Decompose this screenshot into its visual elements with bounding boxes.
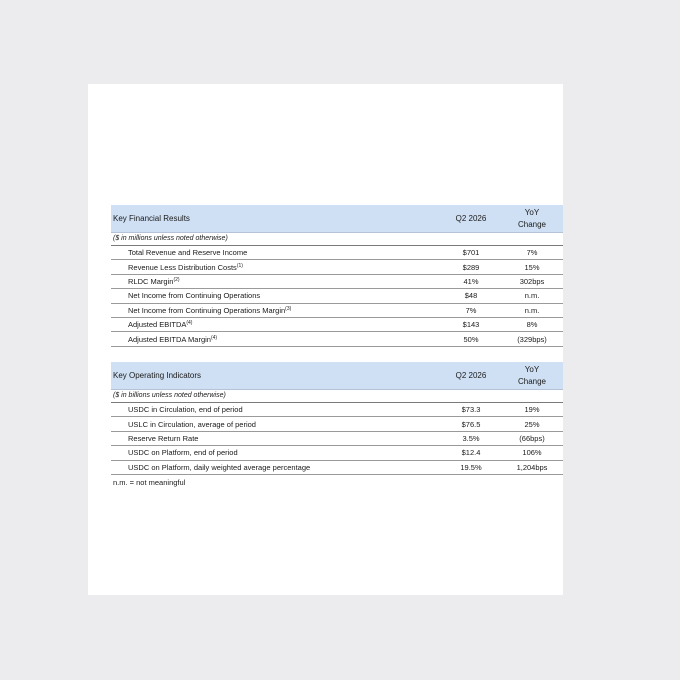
change-column-header: YoY Change [517,364,547,386]
row-change: 19% [524,405,540,415]
row-change: 15% [524,262,540,272]
table-row [111,304,563,318]
row-value: 7% [465,305,477,315]
period-column-header: Q2 2026 [455,371,487,380]
row-change: 106% [522,448,542,458]
table-header [111,362,563,390]
change-column-header: YoY Change [517,207,547,229]
row-value: $73.3 [461,405,481,415]
table-row [111,461,563,475]
row-label: Total Revenue and Reserve Income [128,248,248,258]
row-value: $76.5 [461,419,481,429]
row-change: n.m. [524,291,540,301]
key-operating-indicators-table [111,362,563,487]
row-value: $289 [462,262,480,272]
row-value: $12.4 [461,448,481,458]
row-label: USDC on Platform, end of period [128,448,238,458]
table-row [111,417,563,431]
row-label: Revenue Less Distribution Costs$^{(1)}$ [128,262,243,272]
period-column-header: Q2 2026 [455,214,487,223]
row-label: Adjusted EBITDA Margin$^{(4)}$ [128,334,218,344]
row-value: $701 [462,248,480,258]
row-change: n.m. [524,305,540,315]
key-financial-results-table [111,205,563,347]
table-row [111,318,563,332]
row-change: (66bps) [519,433,545,443]
table-title: Key Financial Results [113,214,190,223]
row-label: RLDC Margin$^{(2)}$ [128,276,180,286]
table-row [111,432,563,446]
table-row [111,446,563,460]
row-change: (329bps) [517,334,547,344]
row-value: $48 [464,291,478,301]
row-change: 302bps [519,276,545,286]
row-value: 50% [463,334,479,344]
row-change: 25% [524,419,540,429]
table-row [111,403,563,417]
table-header [111,205,563,233]
table-row [111,246,563,260]
row-value: 19.5% [460,462,482,472]
table-row [111,289,563,303]
footnote: n.m. = not meaningful [113,477,186,487]
row-change: 7% [526,248,538,258]
units-note: ($ in billions unless noted otherwise) [111,390,563,403]
row-label: Reserve Return Rate [128,433,199,443]
row-label: USDC on Platform, daily weighted average percentage [128,462,311,472]
row-label: USLC in Circulation, average of period [128,419,256,429]
document-page [88,84,563,595]
table-row [111,332,563,346]
row-label: Net Income from Continuing Operations [128,291,261,301]
row-change: 8% [526,320,538,330]
table-row [111,260,563,274]
row-change: 1,204bps [516,462,548,472]
table-row [111,275,563,289]
row-value: 41% [463,276,479,286]
table-title: Key Operating Indicators [113,371,202,380]
row-value: 3.5% [462,433,480,443]
units-note: ($ in millions unless noted otherwise) [111,233,563,246]
row-label: Net Income from Continuing Operations Margin$^{(3)}$ [128,305,292,315]
row-label: USDC in Circulation, end of period [128,405,243,415]
row-label: Adjusted EBITDA$^{(4)}$ [128,320,193,330]
row-value: $143 [462,320,480,330]
